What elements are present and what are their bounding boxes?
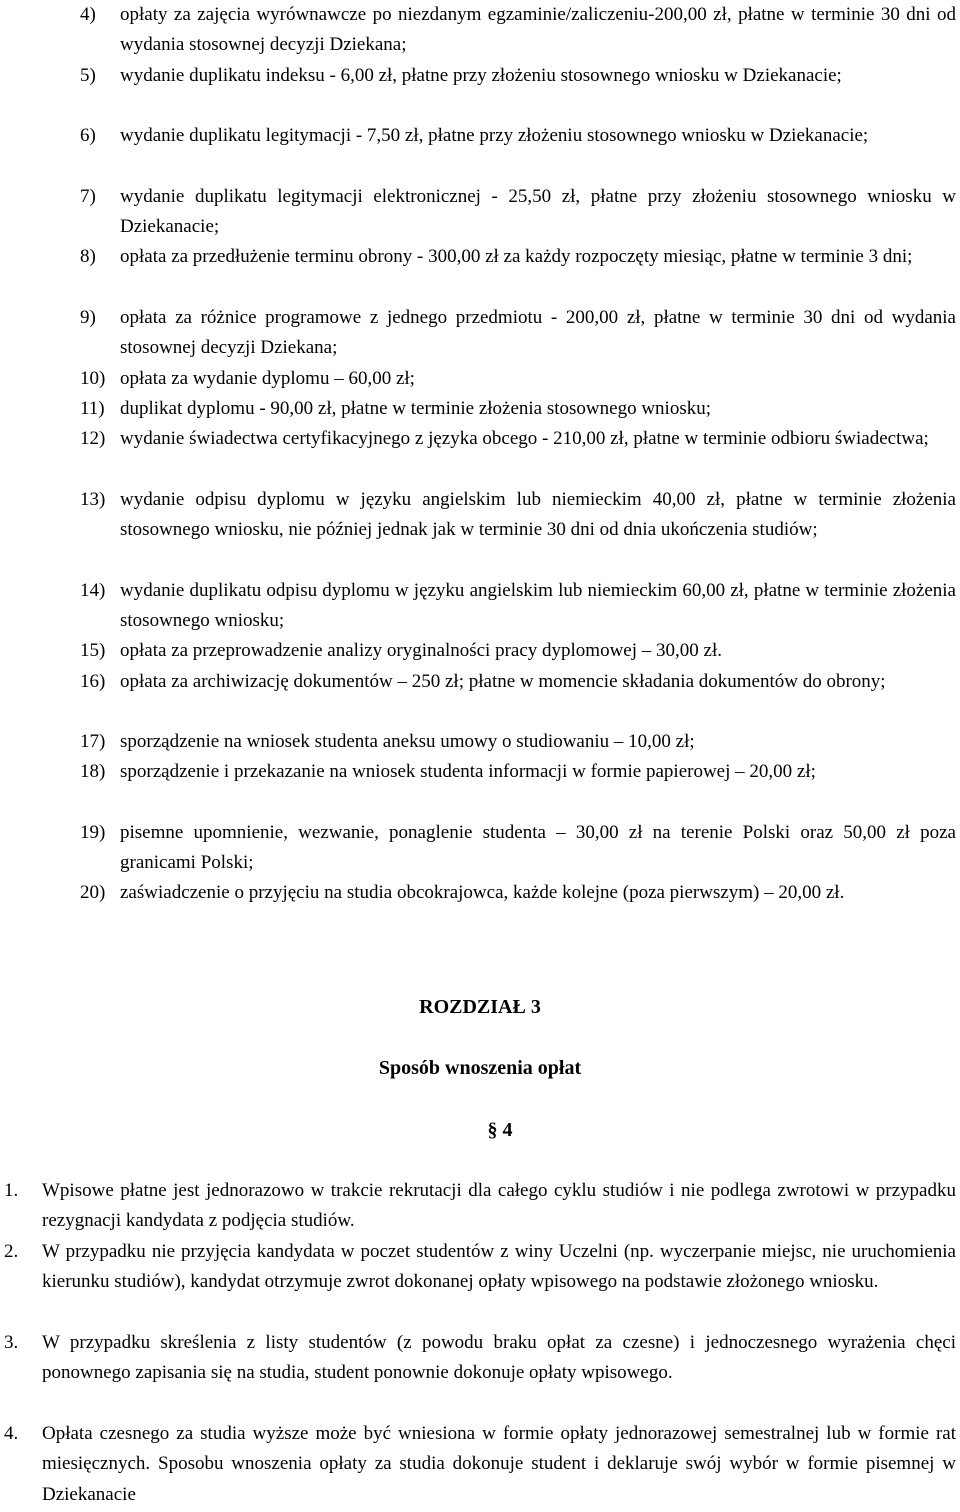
item-number: 10) [80,368,106,389]
list-item [80,182,956,243]
item-number: 16) [80,671,106,692]
item-text: wydanie duplikatu indeksu - 6,00 zł, płatne przy złożeniu stosownego wniosku w Dziekanacie; [120,65,842,86]
item-number: 11) [80,398,105,419]
item-number: 13) [80,489,106,510]
item-text: wydanie duplikatu odpisu dyplomu w języku angielskim lub niemieckim 60,00 zł, płatne w terminie złożenia stosownego wniosku; [120,580,956,632]
item-text: opłata za przedłużenie terminu obrony - 300,00 zł za każdy rozpoczęty miesiąc, płatne w terminie 3 dni; [120,246,913,267]
item-number: 6) [80,125,96,146]
list-item [80,394,956,424]
list-item [80,878,956,908]
list-item [80,303,956,364]
item-number: 5) [80,65,96,86]
item-text: Wpisowe płatne jest jednorazowo w trakcie rekrutacji dla całego cyklu studiów i nie podlega zwrotowi w przypadku rezygnacji kandydata z podjęcia studiów. [42,1180,956,1232]
item-number: 4. [4,1423,19,1444]
item-number: 12) [80,428,106,449]
list-item [80,727,956,757]
list-item [80,485,956,546]
item-text: opłata za wydanie dyplomu – 60,00 zł; [120,368,415,389]
list-item [80,576,956,637]
chapter-title: Sposób wnoszenia opłat [378,1057,582,1079]
item-text: wydanie duplikatu legitymacji - 7,50 zł, płatne przy złożeniu stosownego wniosku w Dziekanacie; [120,125,869,146]
list-item [80,667,956,697]
section-number: § 4 [487,1119,513,1141]
item-text: wydanie odpisu dyplomu w języku angielskim lub niemieckim 40,00 zł, płatne w terminie złożenia stosownego wniosku, nie później jednak jak w terminie 30 dni od dnia ukończenia studiów; [120,489,956,541]
item-text: wydanie duplikatu legitymacji elektronicznej - 25,50 zł, płatne przy złożeniu stosownego wniosku w Dziekanacie; [120,186,956,238]
list-item [80,242,956,272]
item-text: duplikat dyplomu - 90,00 zł, płatne w terminie złożenia stosownego wniosku; [120,398,712,419]
item-number: 9) [80,307,96,328]
list-item [80,636,956,666]
item-text: opłata za przeprowadzenie analizy oryginalności pracy dyplomowej – 30,00 zł. [120,640,722,661]
item-text: opłaty za zajęcia wyrównawcze po niezdanym egzaminie/zaliczeniu-200,00 zł, płatne w terminie 30 dni od wydania stosownej decyzji Dziekana; [120,4,956,56]
item-number: 17) [80,731,106,752]
list-item [4,1237,956,1298]
item-number: 1. [4,1180,19,1201]
item-number: 19) [80,822,106,843]
chapter-heading: ROZDZIAŁ 3 [419,996,541,1018]
item-text: wydanie świadectwa certyfikacyjnego z języka obcego - 210,00 zł, płatne w terminie odbioru świadectwa; [120,428,929,449]
item-number: 8) [80,246,96,267]
item-text: opłata za archiwizację dokumentów – 250 zł; płatne w momencie składania dokumentów do obrony; [120,671,886,692]
item-text: opłata za różnice programowe z jednego przedmiotu - 200,00 zł, płatne w terminie 30 dni od wydania stosownej decyzji Dziekana; [120,307,956,359]
item-number: 15) [80,640,106,661]
list-item [80,0,956,61]
item-text: W przypadku skreślenia z listy studentów (z powodu braku opłat za czesne) i jednoczesnego wyrażenia chęci ponownego zapisania się na studia, student ponownie dokonuje opłaty wpisowego. [42,1332,956,1384]
item-number: 14) [80,580,106,601]
item-number: 7) [80,186,96,207]
item-number: 20) [80,882,106,903]
list-item [80,121,956,151]
list-item [4,1419,956,1510]
item-number: 2. [4,1241,19,1262]
item-text: sporządzenie na wniosek studenta aneksu umowy o studiowaniu – 10,00 zł; [120,731,695,752]
list-item [80,818,956,879]
item-text: pisemne upomnienie, wezwanie, ponaglenie studenta – 30,00 zł na terenie Polski oraz 50,00 zł poza granicami Polski; [120,822,956,874]
item-number: 18) [80,761,106,782]
item-text: zaświadczenie o przyjęciu na studia obcokrajowca, każde kolejne (poza pierwszym) – 20,00 zł. [120,882,845,903]
item-text: Opłata czesnego za studia wyższe może być wniesiona w formie opłaty jednorazowej semestralnej lub w formie rat miesięcznych. Sposobu wnoszenia opłaty za studia dokonuje student i deklaruje swój wybór w formie pisemnej w Dziekanacie [42,1423,956,1505]
list-item [80,364,956,394]
item-text: sporządzenie i przekazanie na wniosek studenta informacji w formie papierowej – 20,00 zł; [120,761,816,782]
item-number: 4) [80,4,96,25]
list-item [80,757,956,787]
list-item [80,424,956,454]
item-number: 3. [4,1332,19,1353]
item-text: W przypadku nie przyjęcia kandydata w poczet studentów z winy Uczelni (np. wyczerpanie miejsc, nie uruchomienia kierunku studiów), kandydat otrzymuje zwrot dokonanej opłaty wpisowego na podstawie złożonego wniosku. [42,1241,956,1293]
list-item [80,61,956,91]
list-item [4,1176,956,1237]
list-item [4,1328,956,1389]
